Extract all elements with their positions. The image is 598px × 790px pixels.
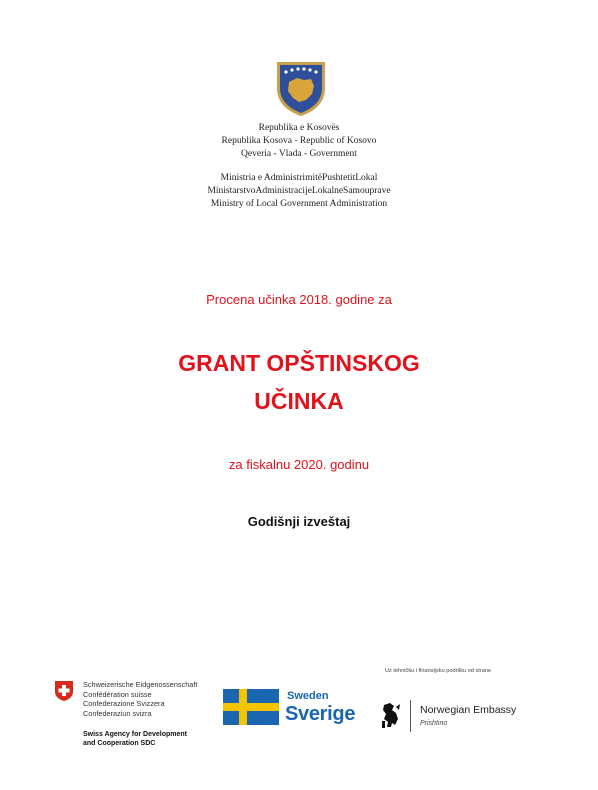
swiss-name-fr: Confédération suisse xyxy=(83,689,152,699)
norwegian-embassy-name: Norwegian Embassy xyxy=(420,704,517,716)
swiss-flag-icon xyxy=(53,680,75,702)
swiss-name-de: Schweizerische Eidgenossenschaft xyxy=(83,680,198,689)
ministry-line-2: MinistarstvoAdministracijeLokalneSamouprave xyxy=(207,186,391,196)
cover-subtitle: Procena učinka 2018. godine za xyxy=(206,292,392,307)
ministry-line-1: Ministria e AdministrimitëPushtetitLokal xyxy=(220,173,378,183)
kosovo-coat-of-arms-icon xyxy=(271,58,331,118)
swiss-sdc-logo xyxy=(53,680,223,750)
swiss-confederation-names xyxy=(83,680,197,718)
ministry-heading xyxy=(0,172,598,211)
cover-title-line-2: UČINKA xyxy=(254,388,344,414)
norwegian-lion-icon xyxy=(380,701,402,729)
sweden-label-en: Sweden xyxy=(287,690,329,702)
ministry-line-3: Ministry of Local Government Administration xyxy=(210,199,388,209)
swiss-name-it: Confederazione Svizzera xyxy=(83,699,165,708)
report-type: Godišnji izveštaj xyxy=(247,514,351,529)
cover-title xyxy=(0,344,598,420)
sweden-flag-icon xyxy=(223,689,279,725)
fiscal-year-line: za fiskalnu 2020. godinu xyxy=(228,457,370,472)
swiss-name-rm: Confederaziun svizra xyxy=(83,708,152,718)
swiss-agency-line-2: and Cooperation SDC xyxy=(83,740,156,747)
government-heading xyxy=(0,122,598,161)
sweden-logo xyxy=(223,688,363,733)
cover-title-line-1: GRANT OPŠTINSKOG xyxy=(178,350,420,376)
swiss-agency-line-1: Swiss Agency for Development xyxy=(83,731,187,738)
gov-line-3: Qeveria - Vlada - Government xyxy=(241,149,357,159)
technical-support-note: Uz tehničku i finansijsku podršku od strane xyxy=(385,668,492,674)
gov-line-1: Republika e Kosovës xyxy=(258,123,340,133)
norwegian-embassy-city: Prishtino xyxy=(420,720,448,727)
norway-divider xyxy=(410,700,411,732)
sweden-label-sv: Sverige xyxy=(285,703,356,725)
swiss-agency-name xyxy=(83,730,187,748)
gov-line-2: Republika Kosova - Republic of Kosovo xyxy=(221,136,377,146)
